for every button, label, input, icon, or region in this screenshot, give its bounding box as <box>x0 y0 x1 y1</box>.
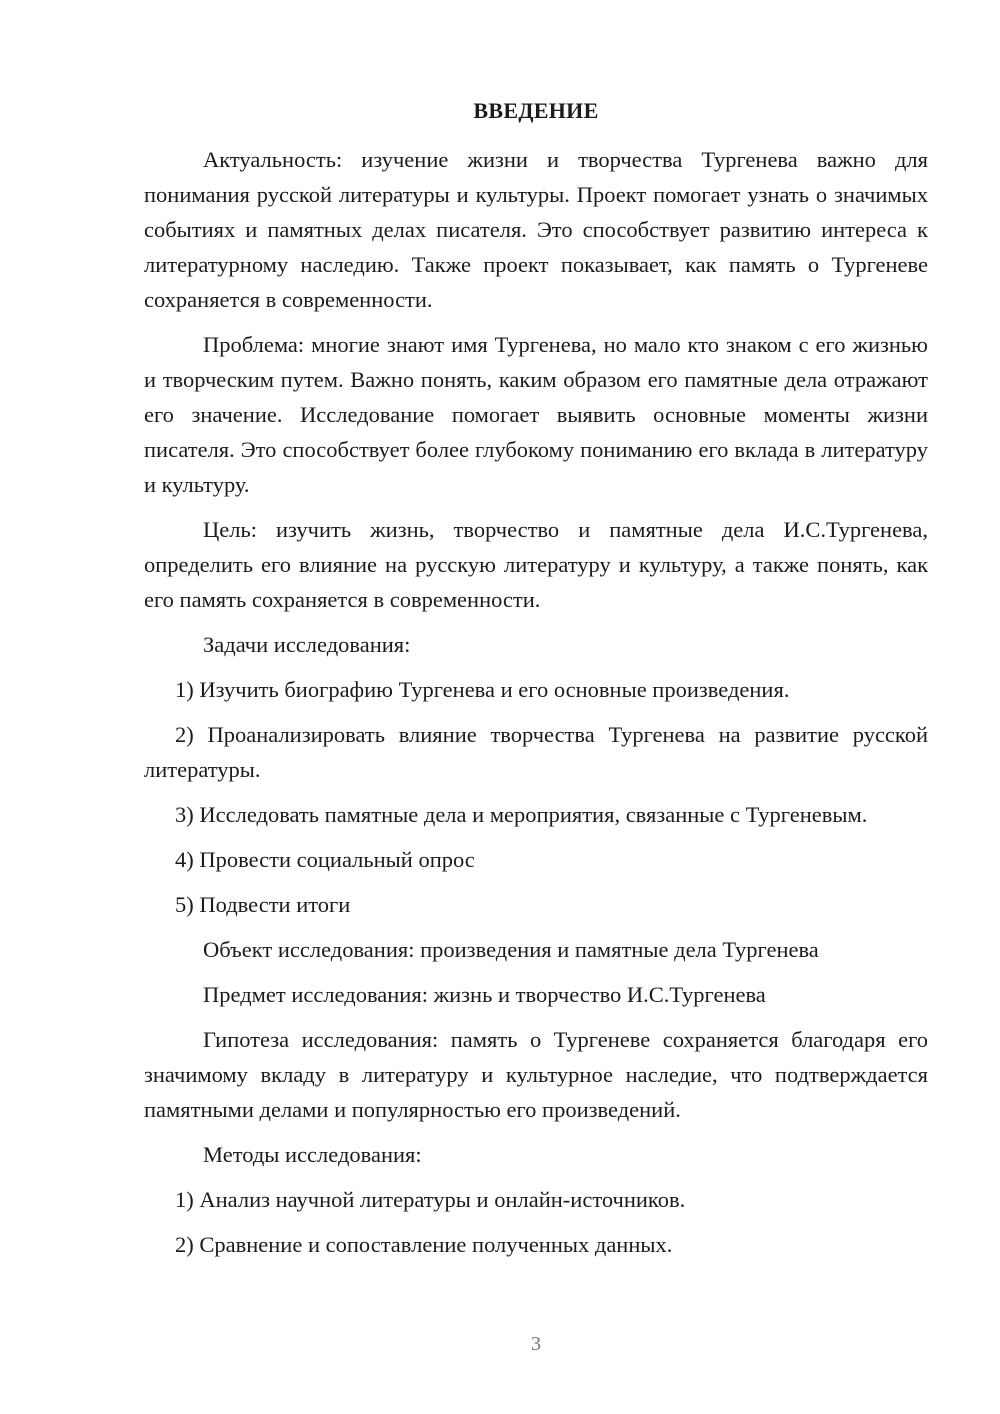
task-item-4: 4) Провести социальный опрос <box>175 847 475 872</box>
method-item-1: 1) Анализ научной литературы и онлайн-источников. <box>175 1187 686 1212</box>
research-hypothesis: Гипотеза исследования: память о Тургеневе сохраняется благодаря его значимому вкладу в литературу и культурное наследие, что подтверждается памятными делами и популярностью его произведений. <box>144 1027 928 1122</box>
task-item-1: 1) Изучить биографию Тургенева и его основные произведения. <box>175 677 790 702</box>
method-item-2: 2) Сравнение и сопоставление полученных данных. <box>175 1232 673 1257</box>
body-text <box>144 142 928 1272</box>
task-item-3: 3) Исследовать памятные дела и мероприятия, связанные с Тургеневым. <box>175 802 868 827</box>
research-object: Объект исследования: произведения и памятные дела Тургенева <box>203 937 819 962</box>
paragraph-problem: Проблема: многие знают имя Тургенева, но мало кто знаком с его жизнью и творческим путем. Важно понять, каким образом его памятные дела отражают его значение. Исследование помогает выявить основные моменты жизни писателя. Это способствует более глубокому пониманию его вклада в литературу и культуру. <box>144 332 928 497</box>
paragraph-goal: Цель: изучить жизнь, творчество и памятные дела И.С.Тургенева, определить его влияние на русскую литературу и культуру, а также понять, как его память сохраняется в современности. <box>144 517 928 612</box>
tasks-heading: Задачи исследования: <box>203 632 411 657</box>
task-item-2: 2) Проанализировать влияние творчества Тургенева на развитие русской литературы. <box>144 722 928 782</box>
task-item-5: 5) Подвести итоги <box>175 892 351 917</box>
research-subject: Предмет исследования: жизнь и творчество И.С.Тургенева <box>203 982 766 1007</box>
paragraph-relevance: Актуальность: изучение жизни и творчества Тургенева важно для понимания русской литературы и культуры. Проект помогает узнать о значимых событиях и памятных делах писателя. Это способствует развитию интереса к литературному наследию. Также проект показывает, как память о Тургеневе сохраняется в современности. <box>144 147 928 312</box>
section-title: ВВЕДЕНИЕ <box>473 98 599 123</box>
methods-heading: Методы исследования: <box>203 1142 422 1167</box>
page-number: 3 <box>531 1333 541 1355</box>
